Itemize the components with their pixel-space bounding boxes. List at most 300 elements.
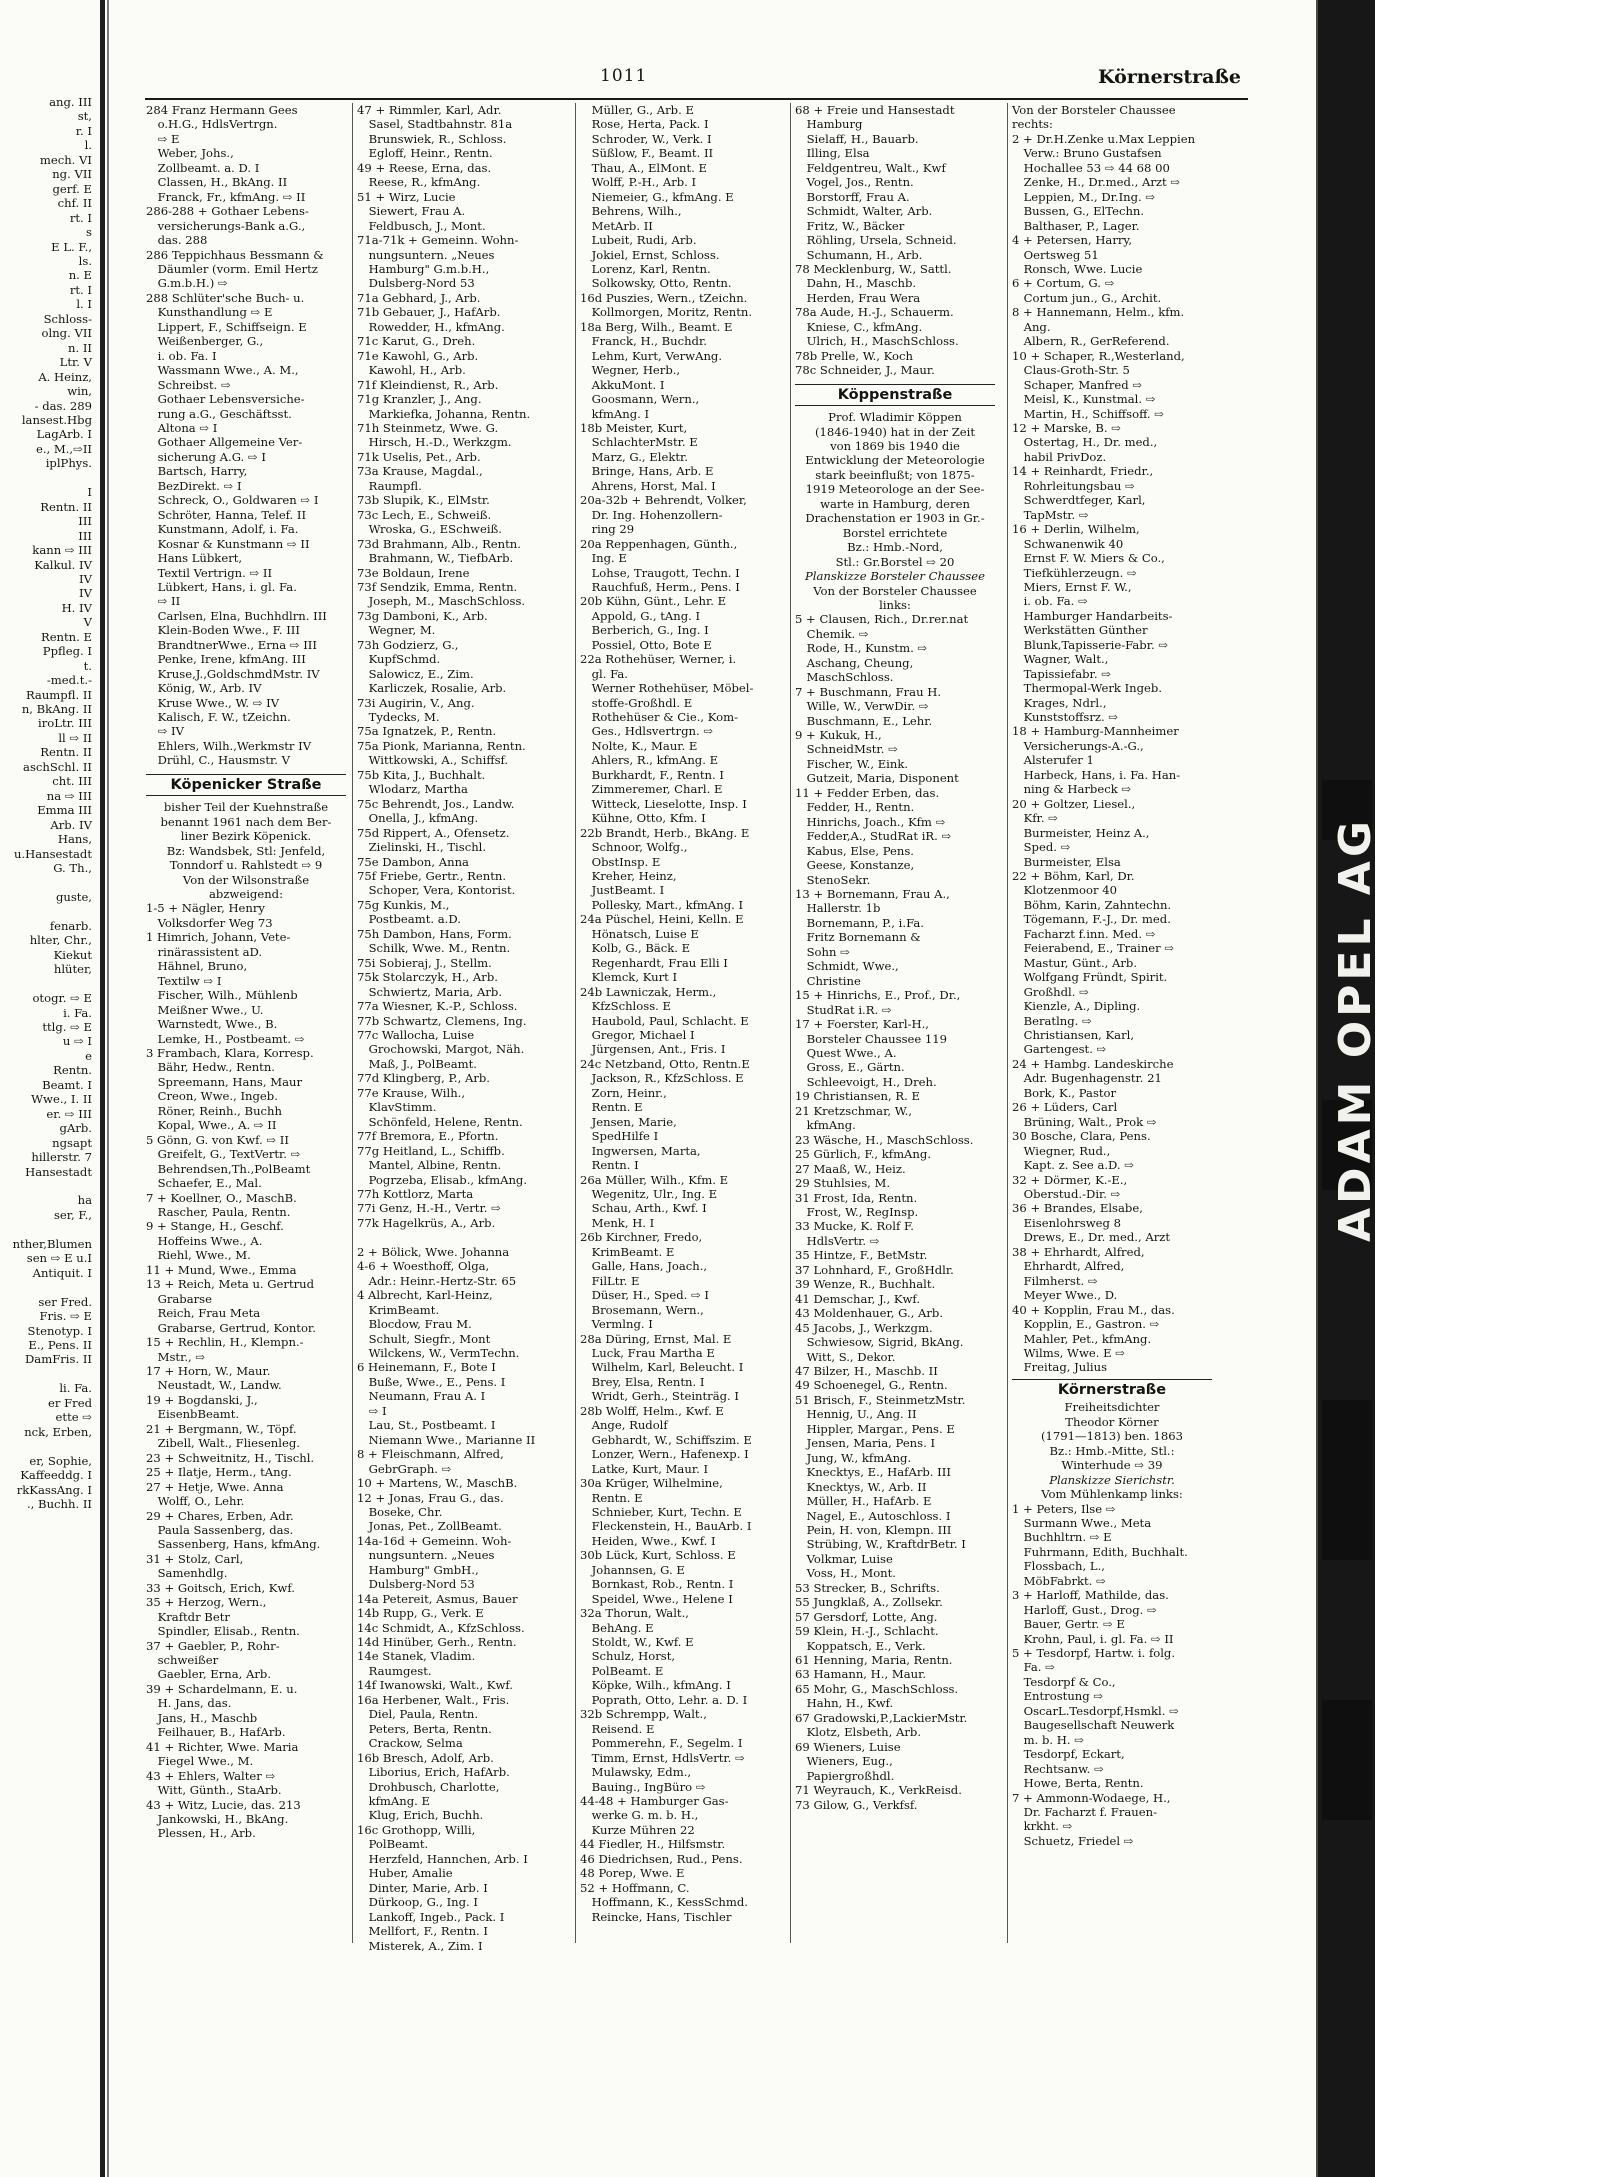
directory-entry: 69 Wieners, Luise: [795, 1739, 901, 1754]
directory-entry: Feldbusch, J., Mont.: [357, 218, 486, 233]
directory-entry: Knecktys, W., Arb. II: [795, 1479, 927, 1494]
fragment-line: gArb.: [59, 1121, 92, 1136]
directory-entry: Drühl, C., Hausmstr. V: [146, 753, 291, 768]
fragment-line: III: [78, 514, 92, 529]
street-intro: Theodor Körner: [1065, 1414, 1159, 1429]
directory-entry: Jans, H., Maschb: [146, 1710, 258, 1725]
directory-entry: 3 Frambach, Klara, Korresp.: [146, 1046, 314, 1060]
directory-entry: Howe, Berta, Rentn.: [1012, 1776, 1144, 1791]
directory-entry: Wegner, Herb.,: [580, 363, 681, 378]
directory-entry: 20b Kühn, Günt., Lehr. E: [580, 594, 727, 609]
directory-entry: Mellfort, F., Rentn. I: [357, 1924, 489, 1939]
directory-entry: Borsteler Chaussee 119: [795, 1031, 948, 1046]
fragment-line: G. Th.,: [53, 861, 92, 876]
directory-entry: 20a-32b + Behrendt, Volker,: [580, 493, 747, 508]
directory-entry: Hoffeins Wwe., A.: [146, 1233, 263, 1248]
directory-entry: 27 Maaß, W., Heiz.: [795, 1161, 906, 1176]
directory-entry: Witt, S., Dekor.: [795, 1349, 896, 1364]
directory-entry: Ronsch, Wwe. Lucie: [1012, 261, 1143, 276]
directory-column-3: [580, 103, 780, 1924]
directory-entry: 12 + Jonas, Frau G., das.: [357, 1490, 504, 1505]
directory-entry: Hamburg" G.m.b.H.,: [357, 261, 490, 276]
fragment-line: Emma III: [37, 803, 92, 818]
directory-entry: 41 + Richter, Wwe. Maria: [146, 1739, 299, 1754]
directory-entry: 77d Klingberg, P., Arb.: [357, 1071, 490, 1086]
fragment-line: ha: [77, 1193, 92, 1208]
directory-entry: Fuhrmann, Edith, Buchhalt.: [1012, 1544, 1188, 1559]
directory-entry: Gregor, Michael I: [580, 1028, 695, 1042]
fragment-line: olng. VII: [41, 326, 92, 341]
directory-entry: 24b Lawniczak, Herm.,: [580, 984, 717, 999]
directory-entry: nungsuntern. „Neues: [357, 1548, 495, 1563]
fragment-line: [0, 1367, 96, 1381]
directory-entry: Ulrich, H., MaschSchloss.: [795, 334, 959, 349]
fragment-line: [0, 471, 96, 485]
directory-entry: Onella, J., kfmAng.: [357, 811, 479, 826]
directory-entry: Dulsberg-Nord 53: [357, 1577, 475, 1592]
directory-entry: Adr. Bugenhagenstr. 21: [1012, 1071, 1162, 1086]
directory-entry: Kruse Wwe., W. ⇨ IV: [146, 695, 280, 710]
directory-entry: Hamburg: [795, 117, 863, 132]
fragment-line: e., M.,⇨II: [35, 441, 92, 456]
directory-entry: Wlodarz, Martha: [357, 782, 468, 797]
directory-entry: 22b Brandt, Herb., BkAng. E: [580, 825, 750, 840]
directory-entry: 5 + Clausen, Rich., Dr.rer.nat: [795, 612, 969, 627]
directory-entry: Süßlow, F., Beamt. II: [580, 146, 714, 161]
directory-entry: Versicherungs-A.-G.,: [1012, 738, 1144, 753]
street-intro: (1791—1813) ben. 1863: [1041, 1429, 1183, 1444]
directory-entry: Grochowski, Margot, Näh.: [357, 1042, 525, 1057]
directory-entry: Gartengest. ⇨: [1012, 1042, 1107, 1057]
directory-entry: Maß, J., PolBeamt.: [357, 1056, 477, 1071]
directory-entry: Klein-Boden Wwe., F. III: [146, 623, 300, 638]
directory-entry: Siewert, Frau A.: [357, 204, 466, 219]
directory-entry: Balthaser, P., Lager.: [1012, 218, 1140, 233]
directory-entry: Niemeier, G., kfmAng. E: [580, 189, 734, 204]
directory-entry: Strübing, W., KraftdrBetr. I: [795, 1537, 966, 1552]
gutter-shadow: [100, 0, 105, 2177]
directory-entry: rung a.G., Geschäftsst.: [146, 406, 292, 421]
directory-entry: Eisenlohrsweg 8: [1012, 1215, 1121, 1230]
directory-entry: 20 + Goltzer, Liesel.,: [1012, 796, 1136, 811]
directory-entry: Possiel, Otto, Bote E: [580, 637, 712, 652]
fragment-line: ang. III: [49, 95, 92, 109]
directory-entry: 73 Gilow, G., Verkfsf.: [795, 1797, 918, 1812]
directory-entry: 14e Stanek, Vladim.: [357, 1649, 476, 1664]
directory-entry: Bornkast, Rob., Rentn. I: [580, 1577, 734, 1592]
directory-entry: Gebhardt, W., Schiffszim. E: [580, 1432, 752, 1447]
directory-entry: 55 Jungklaß, A., Zollsekr.: [795, 1595, 943, 1610]
directory-entry: Zimmeremer, Charl. E: [580, 782, 723, 797]
fragment-line: rt. I: [69, 282, 92, 297]
directory-entry: 53 Strecker, B., Schrifts.: [795, 1580, 940, 1595]
directory-entry: 44-48 + Hamburger Gas-: [580, 1794, 729, 1809]
fragment-line: III: [78, 528, 92, 543]
directory-entry: ⇨ I: [357, 1403, 387, 1418]
directory-entry: 8 + Fleischmann, Alfred,: [357, 1447, 504, 1462]
directory-entry: Oberstud.-Dir. ⇨: [1012, 1186, 1121, 1201]
street-intro: von 1869 bis 1940 die: [830, 438, 960, 453]
directory-entry: 40 + Kopplin, Frau M., das.: [1012, 1302, 1175, 1317]
fragment-line: ngsapt: [52, 1135, 92, 1150]
directory-entry: Samenhdlg.: [146, 1566, 228, 1581]
directory-entry: Kabus, Else, Pens.: [795, 843, 914, 858]
directory-entry: Von der Borsteler Chaussee: [1012, 103, 1176, 117]
directory-entry: 77f Bremora, E., Pfortn.: [357, 1129, 499, 1144]
street-intro: Planskizze Borsteler Chaussee: [805, 569, 985, 584]
directory-entry: Brahmann, W., TiefbArb.: [357, 551, 514, 566]
directory-entry: 18 + Hamburg-Mannheimer: [1012, 724, 1179, 739]
directory-entry: Tydecks, M.: [357, 710, 440, 725]
directory-entry: Frost, W., RegInsp.: [795, 1204, 919, 1219]
directory-entry: Bornemann, P., i.Fa.: [795, 915, 924, 930]
directory-entry: MaschSchloss.: [795, 670, 894, 685]
directory-entry: Drews, E., Dr. med., Arzt: [1012, 1230, 1171, 1245]
fragment-line: e: [85, 1048, 92, 1063]
directory-entry: 71f Kleindienst, R., Arb.: [357, 377, 499, 392]
directory-entry: Galle, Hans, Joach.,: [580, 1259, 708, 1274]
directory-entry: Schult, Siegfr., Mont: [357, 1331, 491, 1346]
directory-entry: 73i Augirin, V., Ang.: [357, 695, 475, 710]
directory-entry: 16d Puszies, Wern., tZeichn.: [580, 290, 748, 305]
directory-entry: 7 + Ammonn-Wodaege, H.,: [1012, 1790, 1171, 1805]
directory-entry: ning & Harbeck ⇨: [1012, 782, 1132, 797]
directory-entry: Klemck, Kurt I: [580, 970, 678, 985]
directory-entry: stoffe-Großhdl. E: [580, 695, 693, 710]
directory-entry: Rentn. I: [580, 1158, 639, 1173]
directory-entry: Werner Rothehüser, Möbel-: [580, 681, 754, 696]
directory-entry: 26a Müller, Wilh., Kfm. E: [580, 1172, 729, 1187]
directory-entry: Postbeamt. a.D.: [357, 912, 461, 927]
directory-entry: Raumgest.: [357, 1663, 432, 1678]
directory-entry: i. ob. Fa. ⇨: [1012, 594, 1088, 609]
directory-entry: Hönatsch, Luise E: [580, 926, 699, 941]
directory-entry: Krages, Ndrl.,: [1012, 695, 1107, 710]
fragment-line: Rentn. E: [40, 629, 92, 644]
directory-entry: Freitag, Julius: [1012, 1360, 1108, 1375]
directory-entry: 16 + Derlin, Wilhelm,: [1012, 522, 1140, 537]
directory-entry: Reincke, Hans, Tischler: [580, 1909, 732, 1924]
directory-entry: Beratlng. ⇨: [1012, 1013, 1092, 1028]
directory-entry: Hoffmann, K., KessSchmd.: [580, 1895, 748, 1910]
fragment-line: ser Fred.: [38, 1294, 92, 1309]
directory-entry: 75b Kita, J., Buchhalt.: [357, 767, 486, 782]
directory-entry: Bähr, Hedw., Rentn.: [146, 1060, 275, 1075]
page-number: 1011: [600, 66, 648, 86]
directory-entry: BehAng. E: [580, 1620, 654, 1635]
directory-entry: 12 + Marske, B. ⇨: [1012, 420, 1121, 435]
directory-entry: Markiefka, Johanna, Rentn.: [357, 406, 531, 421]
fragment-line: fenarb.: [49, 918, 92, 933]
directory-entry: Kniese, C., kfmAng.: [795, 319, 923, 334]
directory-entry: Raumpfl.: [357, 478, 422, 493]
directory-entry: 286-288 + Gothaer Lebens-: [146, 204, 309, 219]
directory-entry: Sasel, Stadtbahnstr. 81a: [357, 117, 513, 132]
column-divider: [1007, 103, 1008, 1943]
street-intro: 1919 Meteorologe an der See-: [805, 482, 985, 497]
running-head: Körnerstraße: [1098, 66, 1242, 88]
directory-entry: Brey, Elsa, Rentn. I: [580, 1374, 705, 1389]
directory-entry: Niemann Wwe., Marianne II: [357, 1432, 536, 1447]
directory-entry: 73d Brahmann, Alb., Rentn.: [357, 536, 521, 551]
fragment-line: LagArb. I: [36, 427, 92, 442]
directory-entry: m. b. H. ⇨: [1012, 1732, 1084, 1747]
directory-entry: Thermopal-Werk Ingeb.: [1012, 681, 1163, 696]
directory-entry: Alsterufer 1: [1012, 753, 1094, 768]
directory-entry: Behrendsen,Th.,PolBeamt: [146, 1161, 311, 1176]
directory-entry: Däumler (vorm. Emil Hertz: [146, 261, 318, 276]
directory-entry: 26b Kirchner, Fredo,: [580, 1230, 703, 1245]
directory-entry: 14f Iwanowski, Walt., Kwf.: [357, 1678, 513, 1693]
directory-entry: 71c Karut, G., Dreh.: [357, 334, 476, 349]
directory-entry: 14 + Reinhardt, Friedr.,: [1012, 464, 1154, 479]
directory-entry: Röhling, Ursela, Schneid.: [795, 233, 957, 248]
directory-entry: Müller, H., HafArb. E: [795, 1494, 932, 1509]
directory-entry: Hippler, Margar., Pens. E: [795, 1421, 955, 1436]
directory-entry: 6 + Cortum, G. ⇨: [1012, 276, 1115, 291]
directory-entry: 2 + Bölick, Wwe. Johanna: [357, 1244, 510, 1259]
directory-entry: 73h Godzierz, G.,: [357, 637, 459, 652]
directory-entry: Johannsen, G. E: [580, 1562, 685, 1577]
directory-entry: 7 + Koellner, O., MaschB.: [146, 1190, 297, 1205]
directory-entry: Quest Wwe., A.: [795, 1046, 897, 1060]
directory-entry: Schönfeld, Helene, Rentn.: [357, 1114, 523, 1129]
directory-entry: Witt, Günth., StaArb.: [146, 1783, 282, 1798]
directory-entry: Kawohl, H., Arb.: [357, 363, 466, 378]
directory-entry: 33 Mucke, K. Rolf F.: [795, 1219, 914, 1234]
directory-entry: Huber, Amalie: [357, 1866, 453, 1881]
directory-entry: Düser, H., Sped. ⇨ I: [580, 1288, 709, 1303]
directory-entry: Menk, H. I: [580, 1215, 655, 1230]
directory-entry: Ernst F. W. Miers & Co.,: [1012, 551, 1165, 566]
directory-entry: Gaebler, Erna, Arb.: [146, 1667, 272, 1682]
directory-entry: nungsuntern. „Neues: [357, 247, 495, 262]
directory-entry: Tiefkühlerzeugn. ⇨: [1012, 565, 1137, 580]
directory-entry: Rose, Herta, Pack. I: [580, 117, 709, 132]
street-intro: bisher Teil der Kuehnstraße: [163, 800, 329, 815]
directory-entry: Weißenberger, G.,: [146, 334, 264, 349]
directory-entry: 77b Schwartz, Clemens, Ing.: [357, 1013, 527, 1028]
directory-entry: GebrGraph. ⇨: [357, 1461, 452, 1476]
directory-entry: 73c Lech, E., Schweiß.: [357, 507, 492, 522]
directory-entry: Reisend. E: [580, 1721, 655, 1736]
directory-entry: 75f Friebe, Gertr., Rentn.: [357, 869, 507, 884]
directory-entry: Dulsberg-Nord 53: [357, 276, 475, 291]
directory-entry: Dr. Facharzt f. Frauen-: [1012, 1805, 1158, 1820]
directory-entry: Misterek, A., Zim. I: [357, 1938, 483, 1953]
directory-entry: Wassmann Wwe., A. M.,: [146, 363, 299, 378]
directory-entry: Franck, Fr., kfmAng. ⇨ II: [146, 189, 306, 204]
directory-entry: Schuetz, Friedel ⇨: [1012, 1833, 1134, 1848]
directory-entry: Hallerstr. 1b: [795, 901, 881, 916]
directory-entry: 31 Frost, Ida, Rentn.: [795, 1190, 918, 1205]
directory-entry: Creon, Wwe., Ingeb.: [146, 1089, 278, 1104]
directory-entry: Peters, Berta, Rentn.: [357, 1721, 492, 1736]
directory-entry: Köpke, Wilh., kfmAng. I: [580, 1678, 731, 1693]
directory-entry: Filmherst. ⇨: [1012, 1273, 1098, 1288]
directory-entry: 73e Boldaun, Irene: [357, 565, 470, 580]
directory-entry: Wiegner, Rud.,: [1012, 1143, 1111, 1158]
directory-entry: Fischer, Wilh., Mühlenb: [146, 988, 298, 1003]
fragment-line: u ⇨ I: [62, 1034, 92, 1049]
directory-column-5: [1012, 103, 1212, 1848]
directory-entry: 13 + Bornemann, Frau A.,: [795, 887, 950, 902]
directory-entry: rechts:: [1012, 117, 1053, 132]
directory-entry: Poprath, Otto, Lehr. a. D. I: [580, 1692, 748, 1707]
fragment-line: mech. VI: [39, 152, 92, 167]
directory-entry: Christine: [795, 973, 861, 988]
directory-entry: Vermlng. I: [580, 1317, 653, 1332]
directory-entry: Bauing., IngBüro ⇨: [580, 1779, 706, 1794]
fragment-line: ., Buchh. II: [27, 1496, 92, 1511]
directory-entry: Rode, H., Kunstm. ⇨: [795, 641, 928, 656]
directory-entry: 26 + Lüders, Carl: [1012, 1100, 1118, 1115]
fragment-line: hillerstr. 7: [31, 1150, 92, 1165]
directory-entry: Carlsen, Elna, Buchhdlrn. III: [146, 608, 327, 623]
fragment-line: IV: [79, 571, 92, 586]
directory-entry: Klotz, Elsbeth, Arb.: [795, 1725, 922, 1740]
directory-entry: Goosmann, Wern.,: [580, 392, 700, 407]
fragment-line: nther,Blumen: [12, 1236, 92, 1251]
directory-entry: 15 + Rechlin, H., Klempn.-: [146, 1335, 304, 1350]
directory-entry: Marz, G., Elektr.: [580, 449, 688, 464]
directory-entry: Rentn. E: [580, 1490, 643, 1505]
directory-entry: kfmAng. E: [357, 1794, 430, 1809]
spine-lettering: ADAM OPEL AG: [1330, 817, 1381, 1243]
fragment-line: l. I: [76, 297, 92, 312]
directory-entry: 13 + Reich, Meta u. Gertrud: [146, 1277, 315, 1292]
directory-entry: Berberich, G., Ing. I: [580, 623, 709, 638]
directory-entry: Brosemann, Wern.,: [580, 1302, 704, 1317]
fragment-line: Kalkul. IV: [34, 557, 92, 572]
directory-entry: versicherungs-Bank a.G.,: [146, 218, 306, 233]
directory-entry: Lübkert, Hans, i. gl. Fa.: [146, 579, 297, 594]
directory-entry: ⇨ E: [146, 131, 180, 146]
directory-entry: Appold, G., tAng. I: [580, 608, 701, 623]
directory-entry: 75d Rippert, A., Ofensetz.: [357, 825, 510, 840]
directory-entry: 14c Schmidt, A., KfzSchloss.: [357, 1620, 525, 1635]
directory-entry: schweißer: [146, 1653, 219, 1668]
directory-entry: Jankowski, H., BkAng.: [146, 1812, 289, 1827]
directory-entry: 77e Krause, Wilh.,: [357, 1085, 466, 1100]
directory-entry: 45 Jacobs, J., Werkzgm.: [795, 1320, 933, 1335]
directory-entry: 6 Heinemann, F., Bote I: [357, 1360, 496, 1375]
directory-entry: kfmAng. I: [580, 406, 650, 421]
fragment-line: [0, 1439, 96, 1453]
directory-entry: Schwanenwik 40: [1012, 536, 1124, 551]
directory-entry: Kurze Mühren 22: [580, 1822, 695, 1837]
directory-entry: gl. Fa.: [580, 666, 628, 681]
directory-entry: 15 + Hinrichs, E., Prof., Dr.,: [795, 988, 961, 1003]
directory-entry: 8 + Hannemann, Helm., kfm.: [1012, 305, 1185, 320]
directory-entry: 39 Wenze, R., Buchhalt.: [795, 1277, 936, 1292]
directory-entry: KlavStimm.: [357, 1100, 437, 1115]
directory-entry: Rechtsanw. ⇨: [1012, 1761, 1104, 1776]
fragment-line: DamFris. II: [25, 1352, 92, 1367]
directory-entry: Kunststoffsrz. ⇨: [1012, 710, 1119, 725]
directory-entry: Grabarse: [146, 1291, 212, 1306]
fragment-line: ser, F.,: [53, 1207, 92, 1222]
fragment-line: rt. I: [69, 210, 92, 225]
directory-entry: Wilhelm, Karl, Beleucht. I: [580, 1360, 744, 1375]
directory-entry: Schnieber, Kurt, Techn. E: [580, 1504, 742, 1519]
directory-entry: Dürkoop, G., Ing. I: [357, 1895, 478, 1910]
directory-entry: MöbFabrkt. ⇨: [1012, 1573, 1106, 1588]
fragment-line: [0, 1222, 96, 1236]
directory-entry: 22a Rothehüser, Werner, i.: [580, 652, 737, 667]
street-intro: Entwicklung der Meteorologie: [805, 453, 985, 468]
directory-entry: 71b Gebauer, J., HafArb.: [357, 305, 501, 320]
directory-entry: 17 + Foerster, Karl-H.,: [795, 1017, 929, 1032]
directory-entry: Dr. Ing. Hohenzollern-: [580, 507, 723, 522]
directory-entry: 51 + Wirz, Lucie: [357, 189, 456, 204]
directory-entry: 57 Gersdorf, Lotte, Ang.: [795, 1609, 938, 1624]
directory-entry: sicherung A.G. ⇨ I: [146, 449, 266, 464]
directory-entry: 284 Franz Hermann Gees: [146, 103, 298, 117]
directory-entry: ⇨ II: [146, 594, 181, 609]
directory-entry: Crackow, Selma: [357, 1736, 463, 1751]
directory-entry: 24a Püschel, Heini, Kelln. E: [580, 912, 744, 927]
directory-entry: Ang.: [1012, 319, 1051, 334]
directory-entry: SchlachterMstr. E: [580, 435, 698, 450]
directory-entry: Ingwersen, Marta,: [580, 1143, 701, 1158]
fragment-line: V: [83, 615, 92, 630]
directory-entry: 1-5 + Nägler, Henry: [146, 901, 265, 916]
directory-entry: Fritz Bornemann &: [795, 930, 921, 945]
directory-entry: 71h Steinmetz, Wwe. G.: [357, 420, 499, 435]
directory-entry: Lemke, H., Postbeamt. ⇨: [146, 1031, 305, 1046]
directory-entry: Miers, Ernst F. W.,: [1012, 579, 1132, 594]
street-intro: Prof. Wladimir Köppen: [828, 410, 962, 425]
fragment-line: r. I: [75, 123, 92, 138]
directory-entry: 43 Moldenhauer, G., Arb.: [795, 1306, 944, 1321]
directory-entry: 77i Genz, H.-H., Vertr. ⇨: [357, 1201, 501, 1216]
directory-entry: Wagner, Walt.,: [1012, 652, 1109, 667]
directory-entry: 71g Kranzler, J., Ang.: [357, 392, 482, 407]
directory-entry: Klotzenmoor 40: [1012, 883, 1117, 898]
directory-entry: Fedder, H., Rentn.: [795, 800, 915, 815]
directory-entry: MetArb. II: [580, 218, 653, 233]
directory-entry: Schnoor, Wolfg.,: [580, 840, 688, 855]
directory-entry: 23 + Schweitnitz, H., Tischl.: [146, 1450, 315, 1465]
directory-entry: 5 Gönn, G. von Kwf. ⇨ II: [146, 1132, 289, 1147]
directory-entry: rinärassistent aD.: [146, 944, 263, 959]
directory-entry: Schau, Arth., Kwf. I: [580, 1201, 707, 1216]
fragment-line: l.: [84, 138, 92, 153]
directory-entry: Thau, A., ElMont. E: [580, 160, 707, 175]
directory-entry: 21 Kretzschmar, W.,: [795, 1103, 912, 1118]
street-intro: Bz.: Hmb.-Mitte, Stl.:: [1049, 1443, 1175, 1458]
directory-entry: 75a Pionk, Marianna, Rentn.: [357, 738, 526, 753]
directory-entry: 32a Thorun, Walt.,: [580, 1606, 689, 1621]
directory-entry: 73g Damboni, K., Arb.: [357, 608, 488, 623]
fragment-line: Rentn. II: [40, 499, 92, 514]
directory-entry: 47 + Rimmler, Karl, Adr.: [357, 103, 502, 117]
directory-entry: Feldgentreu, Walt., Kwf: [795, 160, 946, 175]
directory-entry: 44 Fiedler, H., Hilfsmstr.: [580, 1837, 726, 1852]
fragment-line: Beamt. I: [42, 1077, 92, 1092]
directory-entry: Schwiertz, Maria, Arb.: [357, 984, 503, 999]
directory-entry: Burkhardt, F., Rentn. I: [580, 767, 724, 782]
directory-entry: Rowedder, H., kfmAng.: [357, 319, 505, 334]
directory-entry: 37 Lohnhard, F., GroßHdlr.: [795, 1262, 954, 1277]
directory-entry: 2 + Dr.H.Zenke u.Max Leppien: [1012, 131, 1196, 146]
directory-entry: Spreemann, Hans, Maur: [146, 1074, 303, 1089]
directory-entry: 47 Bilzer, H., Maschb. II: [795, 1363, 938, 1378]
fragment-line: iplPhys.: [45, 456, 92, 471]
street-intro: Winterhude ⇨ 39: [1061, 1458, 1163, 1473]
directory-entry: Dahn, H., Maschb.: [795, 276, 917, 291]
